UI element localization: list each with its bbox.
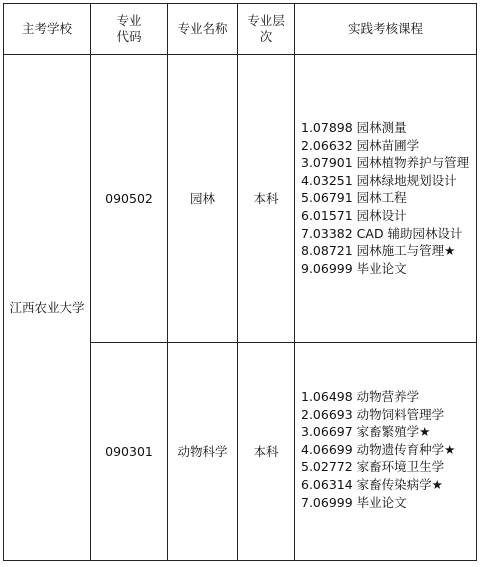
header-courses <box>295 4 476 54</box>
major-level-cell <box>238 343 294 560</box>
course-item: 1.06498 动物营养学 <box>301 389 420 404</box>
course-item: 6.06314 家畜传染病学★ <box>301 476 443 492</box>
major-code: 090301 <box>105 443 153 459</box>
major-level: 本科 <box>253 190 279 206</box>
major-name-cell <box>168 55 237 342</box>
course-item: 3.07901 园林植物养护与管理 <box>301 155 470 171</box>
header-name-label: 专业名称 <box>177 21 228 36</box>
course-item: 2.06632 园林苗圃学 <box>301 137 420 153</box>
header-name <box>168 4 237 54</box>
major-name-cell <box>168 343 237 560</box>
school-name: 江西农业大学 <box>9 299 85 315</box>
course-item: 4.03251 园林绿地规划设计 <box>301 172 457 188</box>
major-code: 090502 <box>105 190 153 206</box>
course-item: 6.01571 园林设计 <box>301 207 407 223</box>
major-code-cell <box>91 343 167 560</box>
course-item: 3.06697 家畜繁殖学★ <box>301 424 431 440</box>
course-item: 1.07898 园林测量 <box>301 120 407 135</box>
major-code-cell <box>91 55 167 342</box>
header-courses-label: 实践考核课程 <box>347 21 423 36</box>
header-level-line1: 专业层 <box>247 13 285 28</box>
course-item: 5.02772 家畜环境卫生学 <box>301 459 445 475</box>
exam-table <box>3 3 477 561</box>
header-level <box>238 4 294 54</box>
course-item: 8.08721 园林施工与管理★ <box>301 243 456 259</box>
course-item: 7.06999 毕业论文 <box>301 494 407 510</box>
header-school-label: 主考学校 <box>21 21 72 36</box>
header-code-line2: 代码 <box>116 29 142 44</box>
course-item: 7.03382 CAD 辅助园林设计 <box>301 225 463 241</box>
table-border-right <box>476 3 477 561</box>
course-item: 2.06693 动物饲料管理学 <box>301 406 445 422</box>
header-code <box>91 4 167 54</box>
col-divider-4 <box>294 3 295 561</box>
course-item: 9.06999 毕业论文 <box>301 260 407 276</box>
course-list <box>301 119 469 277</box>
table-border-bottom <box>3 560 477 561</box>
course-list <box>301 388 455 511</box>
header-code-line1: 专业 <box>116 13 142 28</box>
major-level: 本科 <box>253 443 279 459</box>
header-school <box>4 4 90 54</box>
major-name: 动物科学 <box>177 443 228 459</box>
major-level-cell <box>238 55 294 342</box>
school-cell <box>4 55 90 560</box>
course-item: 5.06791 园林工程 <box>301 190 407 206</box>
header-level-line2: 次 <box>259 29 273 44</box>
major-name: 园林 <box>189 190 215 206</box>
course-item: 4.06699 动物遗传育种学★ <box>301 441 456 457</box>
